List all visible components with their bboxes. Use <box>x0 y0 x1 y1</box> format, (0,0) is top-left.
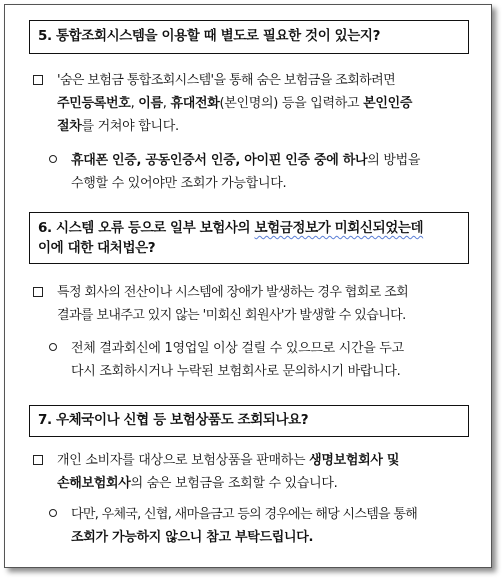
answer-6-sub-line1: 전체 결과회신에 1영업일 이상 걸릴 수 있으므로 시간을 두고 <box>71 341 404 356</box>
answer-7-line1: 개인 소비자를 대상으로 보험상품을 판매하는 생명보험회사 및 <box>57 453 400 468</box>
circle-bullet-icon <box>49 503 57 526</box>
answer-6-item <box>57 281 477 327</box>
answer-5-sub-line1: 휴대폰 인증, 공동인증서 인증, 아이핀 인증 중에 하나의 방법을 <box>71 153 421 168</box>
question-6-line1: 6. 시스템 오류 등으로 일부 보험사의 보험금정보가 미회신되었는데 <box>38 220 424 236</box>
answer-5-item <box>57 69 477 138</box>
answer-5-line2: 주민등록번호, 이름, 휴대전화(본인명의) 등을 입력하고 본인인증 <box>57 96 413 111</box>
question-6-line2: 이에 대한 대처법은? <box>38 240 156 256</box>
answer-6-line1: 특정 회사의 전산이나 시스템에 장애가 발생하는 경우 협회로 조회 <box>57 285 409 300</box>
circle-bullet-icon <box>49 149 57 172</box>
square-bullet-icon <box>33 449 43 472</box>
question-7-text: 7. 우체국이나 신협 등 보험상품도 조회되나요? <box>38 412 309 428</box>
circle-bullet-icon <box>49 337 57 360</box>
faq-document <box>4 4 492 568</box>
answer-7-line2: 손해보험회사의 숨은 보험금을 조회할 수 있습니다. <box>57 476 338 491</box>
question-5-text: 5. 통합조회시스템을 이용할 때 별도로 필요한 것이 있는지? <box>38 28 380 44</box>
question-box-6 <box>29 212 469 264</box>
answer-6-sub-line2: 다시 조회하시거나 누락된 보험회사로 문의하시기 바랍니다. <box>71 364 401 379</box>
square-bullet-icon <box>33 69 43 92</box>
answer-7-item <box>57 449 477 495</box>
answer-7-sub <box>71 503 481 549</box>
square-bullet-icon <box>33 281 43 304</box>
answer-5-line1: '숨은 보험금 통합조회시스템'을 통해 숨은 보험금을 조회하려면 <box>57 73 396 88</box>
answer-5-sub-line2: 수행할 수 있어야만 조회가 가능합니다. <box>71 176 287 191</box>
answer-7-sub-line2: 조회가 가능하지 않으니 참고 부탁드립니다. <box>71 530 314 545</box>
answer-6-line2: 결과를 보내주고 있지 않는 '미회신 회원사'가 발생할 수 있습니다. <box>57 308 406 323</box>
answer-7-sub-line1: 다만, 우체국, 신협, 새마을금고 등의 경우에는 해당 시스템을 통해 <box>71 507 418 522</box>
answer-5-line3: 절차를 거쳐야 합니다. <box>57 119 179 134</box>
question-box-5 <box>29 20 469 54</box>
answer-6-sub <box>71 337 481 383</box>
question-box-7 <box>29 405 469 437</box>
answer-5-sub <box>71 149 481 195</box>
